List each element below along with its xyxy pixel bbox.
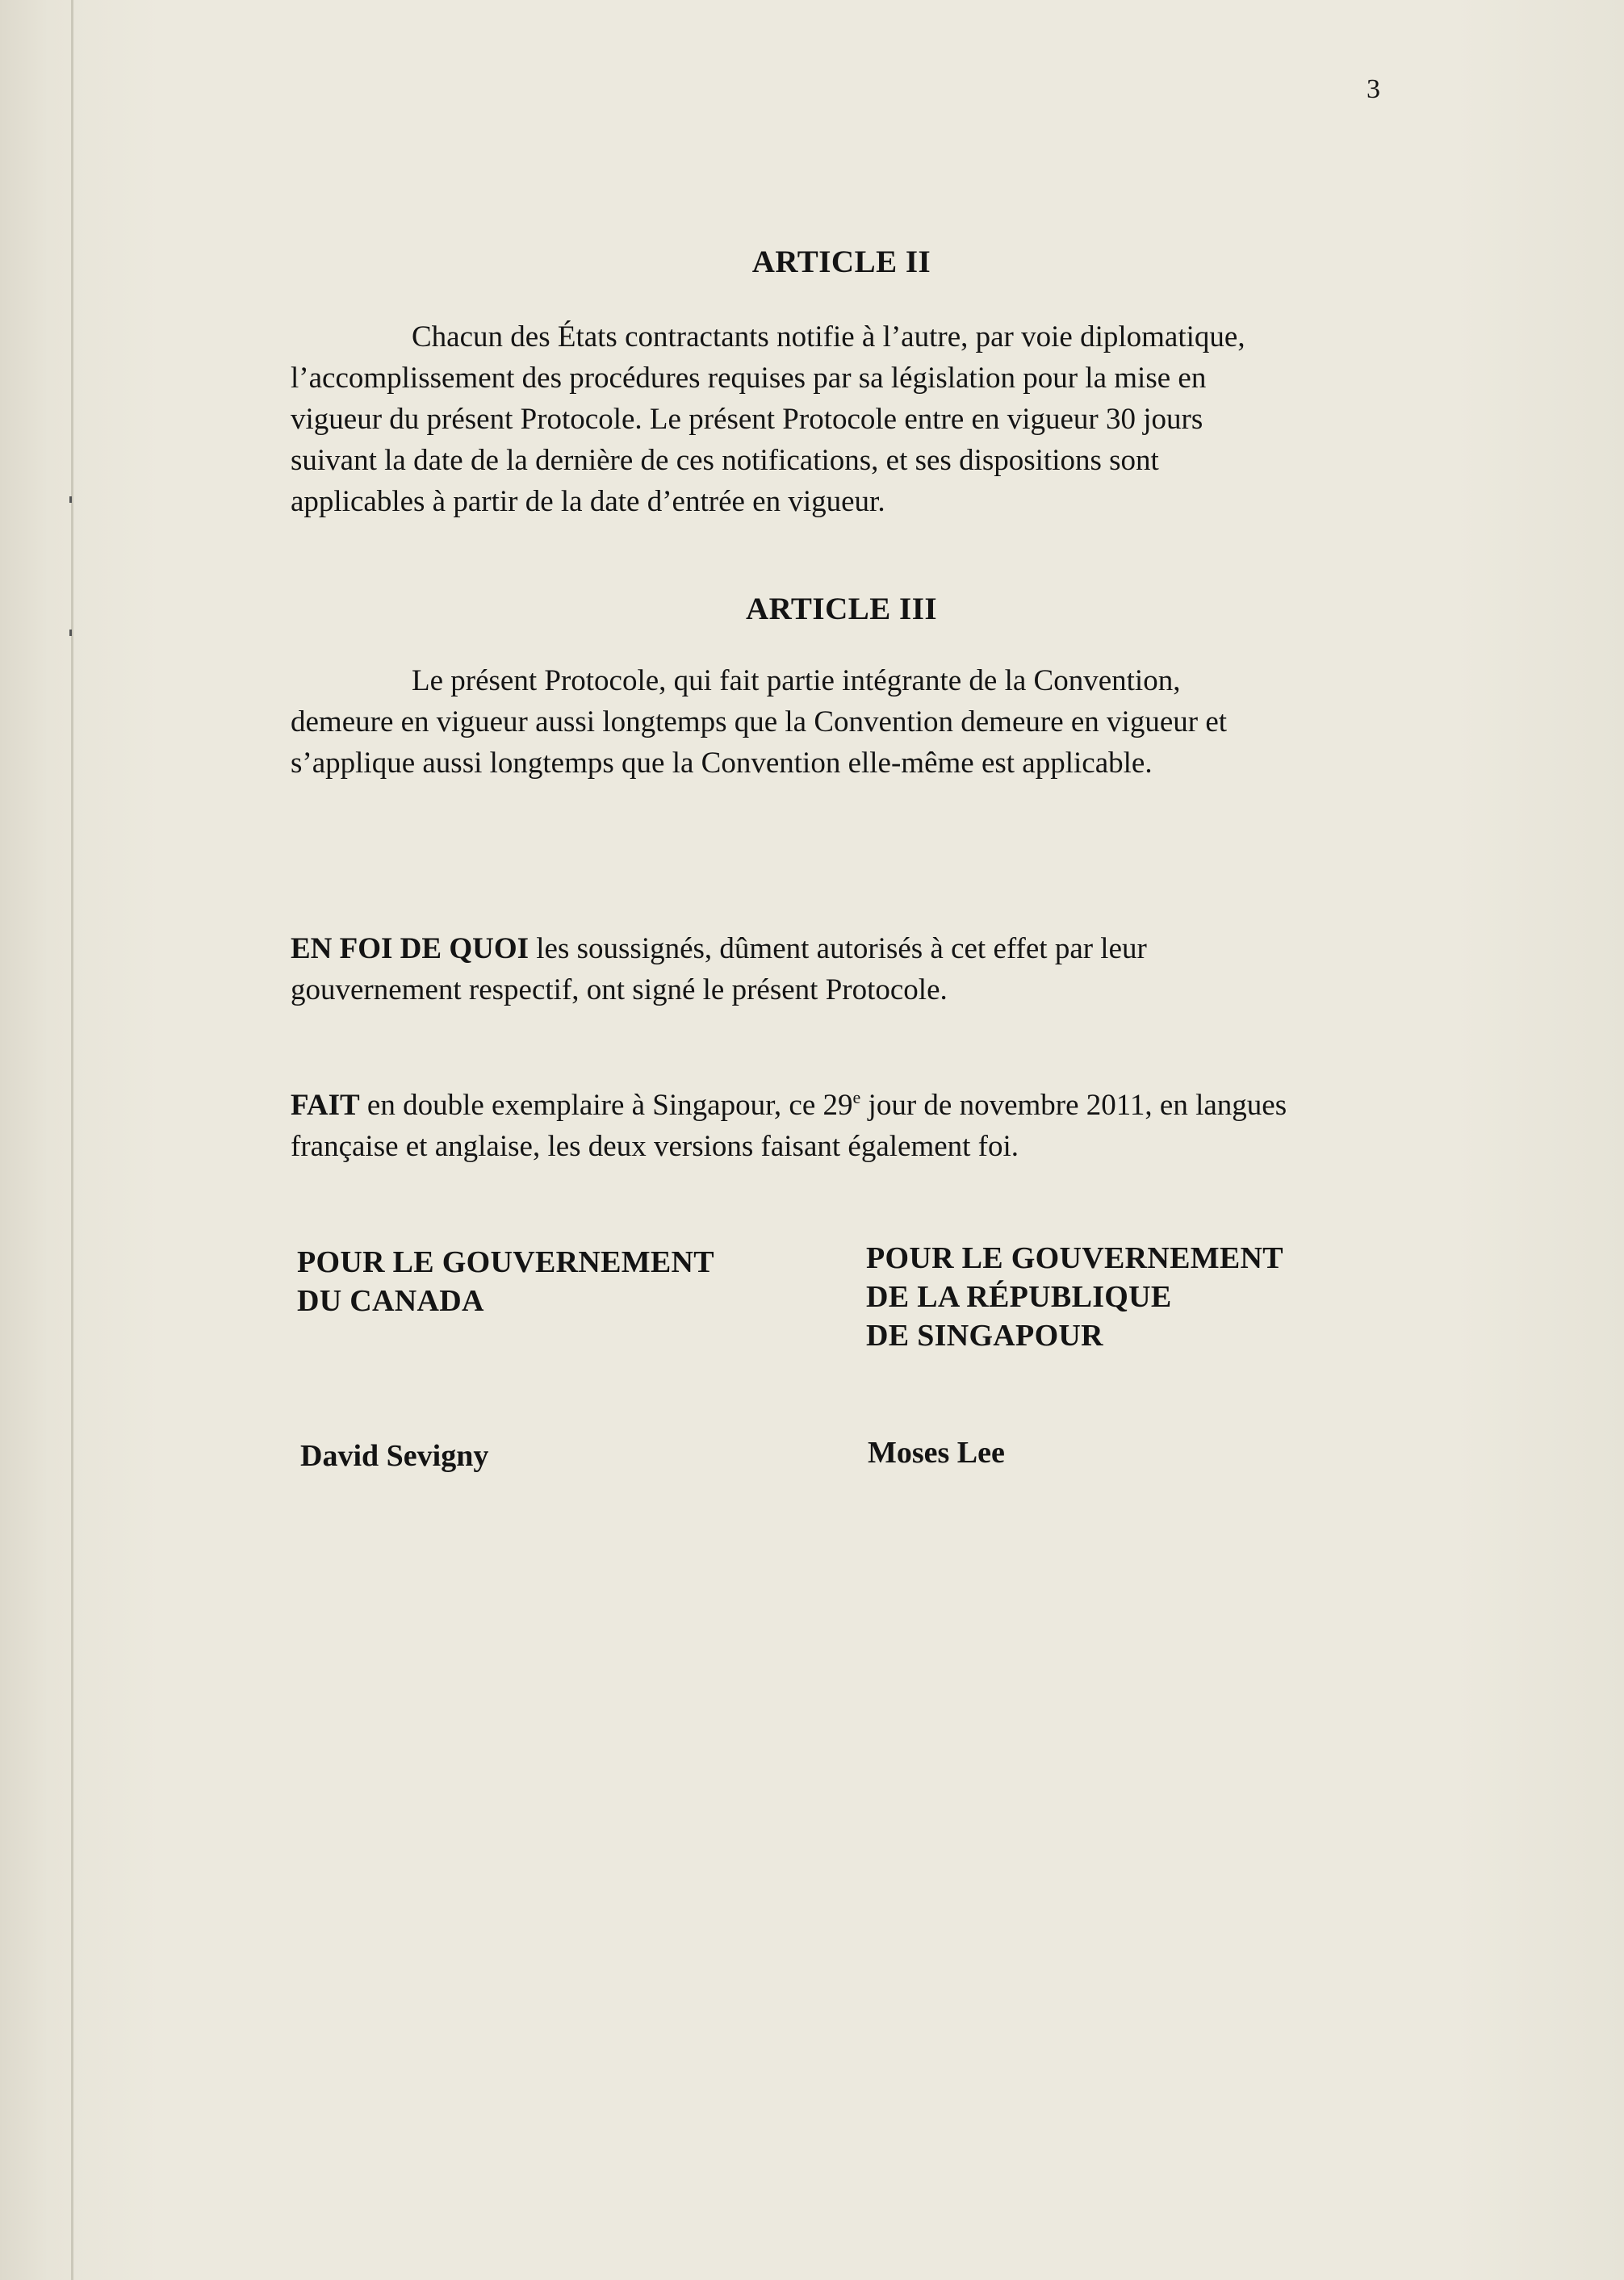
- day-superscript: e: [852, 1087, 861, 1107]
- article-3-line: demeure en vigueur aussi longtemps que la Convention demeure en vigueur et: [291, 705, 1228, 738]
- singapore-signer-name: Moses Lee: [868, 1436, 1005, 1470]
- canada-party-line: POUR LE GOUVERNEMENT: [297, 1245, 714, 1279]
- done-at-line-1-pre: en double exemplaire à Singapour, ce 29: [359, 1089, 853, 1122]
- done-at-lead: FAIT: [291, 1089, 360, 1122]
- article-3-body: [291, 660, 1388, 784]
- singapore-party-line: POUR LE GOUVERNEMENT: [866, 1241, 1283, 1275]
- article-2-line: vigueur du présent Protocole. Le présent Protocole entre en vigueur 30 jours: [291, 403, 1203, 436]
- canada-party-line: DU CANADA: [297, 1284, 484, 1318]
- scan-speck: [69, 496, 72, 503]
- page-number: 3: [1367, 74, 1380, 104]
- article-2-heading: ARTICLE II: [751, 245, 931, 279]
- witness-lead: EN FOI DE QUOI: [291, 932, 529, 965]
- done-at-line-1-post: jour de novembre 2011, en langues: [860, 1089, 1287, 1122]
- article-3-line: s’applique aussi longtemps que la Convention elle-même est applicable.: [291, 747, 1153, 780]
- witness-clause: [291, 928, 1388, 1010]
- witness-line-1: [291, 928, 1388, 969]
- done-at-line-2: française et anglaise, les deux versions faisant également foi.: [291, 1130, 1019, 1163]
- canada-signer-name: David Sevigny: [300, 1439, 489, 1473]
- article-2-line: l’accomplissement des procédures requises par sa législation pour la mise en: [291, 362, 1207, 395]
- singapore-signatory-block: [866, 1239, 1283, 1355]
- done-at-line-1: [291, 1085, 1388, 1126]
- article-3-line: Le présent Protocole, qui fait partie intégrante de la Convention,: [412, 664, 1181, 697]
- article-2-line: Chacun des États contractants notifie à l’autre, par voie diplomatique,: [412, 320, 1245, 354]
- scan-speck: [69, 630, 72, 636]
- article-2-line: suivant la date de la dernière de ces notifications, et ses dispositions sont: [291, 444, 1159, 477]
- singapore-party-line: DE SINGAPOUR: [866, 1319, 1103, 1353]
- page-fold-shadow: [71, 0, 73, 2280]
- article-3-heading: ARTICLE III: [745, 592, 938, 626]
- article-2-line: applicables à partir de la date d’entrée en vigueur.: [291, 485, 885, 518]
- witness-line-1-text: les soussignés, dûment autorisés à cet effet par leur: [529, 932, 1147, 965]
- done-at-clause: [291, 1085, 1388, 1167]
- canada-signatory-block: [297, 1243, 714, 1320]
- article-2-body: [291, 316, 1388, 522]
- singapore-party-line: DE LA RÉPUBLIQUE: [866, 1280, 1172, 1314]
- witness-line-2: gouvernement respectif, ont signé le présent Protocole.: [291, 973, 948, 1006]
